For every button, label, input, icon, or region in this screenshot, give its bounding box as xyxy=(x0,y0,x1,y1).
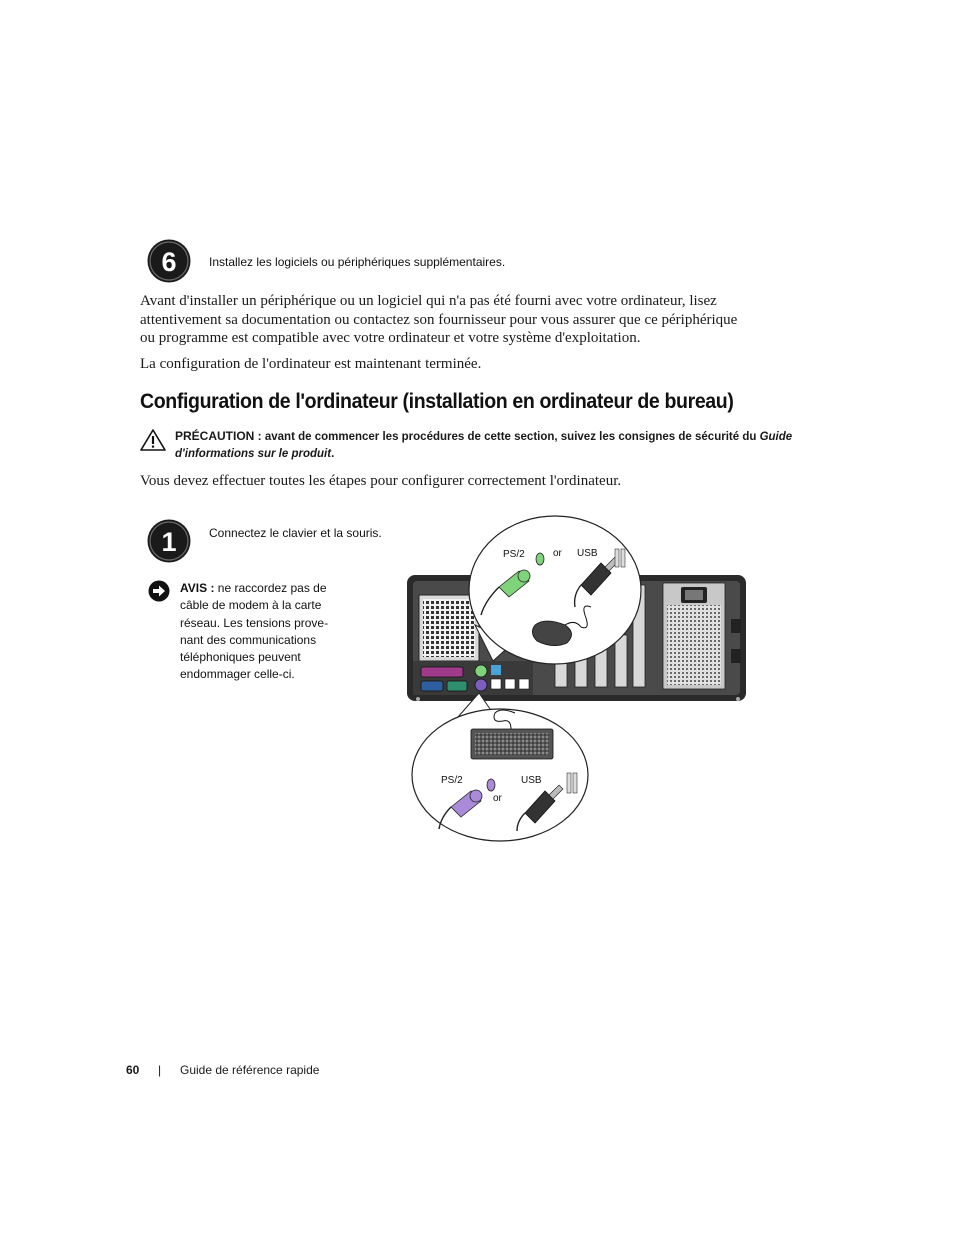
footer-title: Guide de référence rapide xyxy=(180,1063,320,1077)
caution-block xyxy=(140,428,820,463)
keyboard-callout xyxy=(412,693,588,841)
keyboard-or-label: or xyxy=(493,793,502,804)
page-number: 60 xyxy=(126,1063,140,1077)
notice-line-5: téléphoniques peuvent xyxy=(180,650,301,665)
mouse-usb-label: USB xyxy=(577,548,598,559)
notice-line-4: nant des communications xyxy=(180,632,317,647)
intro-paragraph xyxy=(140,292,820,348)
step-1-number: 1 xyxy=(161,527,177,557)
arrow-circle-icon xyxy=(148,580,170,602)
step-1-text: Connectez le clavier et la souris. xyxy=(209,526,382,540)
mouse-or-label: or xyxy=(553,548,562,559)
step-6-number: 6 xyxy=(161,247,177,277)
intro-line-1: Avant d'installer un périphérique ou un logiciel qui n'a pas été fourni avec votre ordinateur, lisez xyxy=(140,293,717,309)
keyboard-usb-label: USB xyxy=(521,775,542,786)
intro-line-3: ou programme est compatible avec votre ordinateur et votre système d'exploitation. xyxy=(140,330,641,346)
caution-guide-part2: d'informations sur le produit xyxy=(175,448,332,460)
notice-line-2: câble de modem à la carte xyxy=(180,598,322,613)
section-heading: Configuration de l'ordinateur (installation en ordinateur de bureau) xyxy=(140,390,734,413)
mouse-ps2-label: PS/2 xyxy=(503,549,525,560)
completion-paragraph: La configuration de l'ordinateur est maintenant terminée. xyxy=(140,356,482,372)
notice-label: AVIS : xyxy=(180,581,215,595)
notice-block xyxy=(180,580,380,684)
notice-line-1: ne raccordez pas de xyxy=(217,581,327,595)
caution-guide-part1: Guide xyxy=(759,431,793,443)
steps-paragraph: Vous devez effectuer toutes les étapes pour configurer correctement l'ordinateur. xyxy=(140,473,622,489)
keyboard-ps2-label: PS/2 xyxy=(441,775,463,786)
caution-end: . xyxy=(331,448,335,460)
caution-text: avant de commencer les procédures de cette section, suivez les consignes de sécurité du xyxy=(261,431,760,443)
notice-line-6: endommager celle-ci. xyxy=(180,667,295,682)
notice-line-3: réseau. Les tensions prove- xyxy=(180,615,329,630)
step-6-badge-icon xyxy=(146,238,192,284)
intro-line-2: attentivement sa documentation ou contactez son fournisseur pour vous assurer que ce périphérique xyxy=(140,311,738,328)
step-1-badge-icon xyxy=(146,518,192,564)
connection-illustration xyxy=(405,515,750,845)
step-6-text: Installez les logiciels ou périphériques supplémentaires. xyxy=(209,255,506,269)
footer-separator: | xyxy=(158,1063,162,1077)
mouse-callout xyxy=(469,516,641,664)
caution-label: PRÉCAUTION : xyxy=(175,429,262,443)
